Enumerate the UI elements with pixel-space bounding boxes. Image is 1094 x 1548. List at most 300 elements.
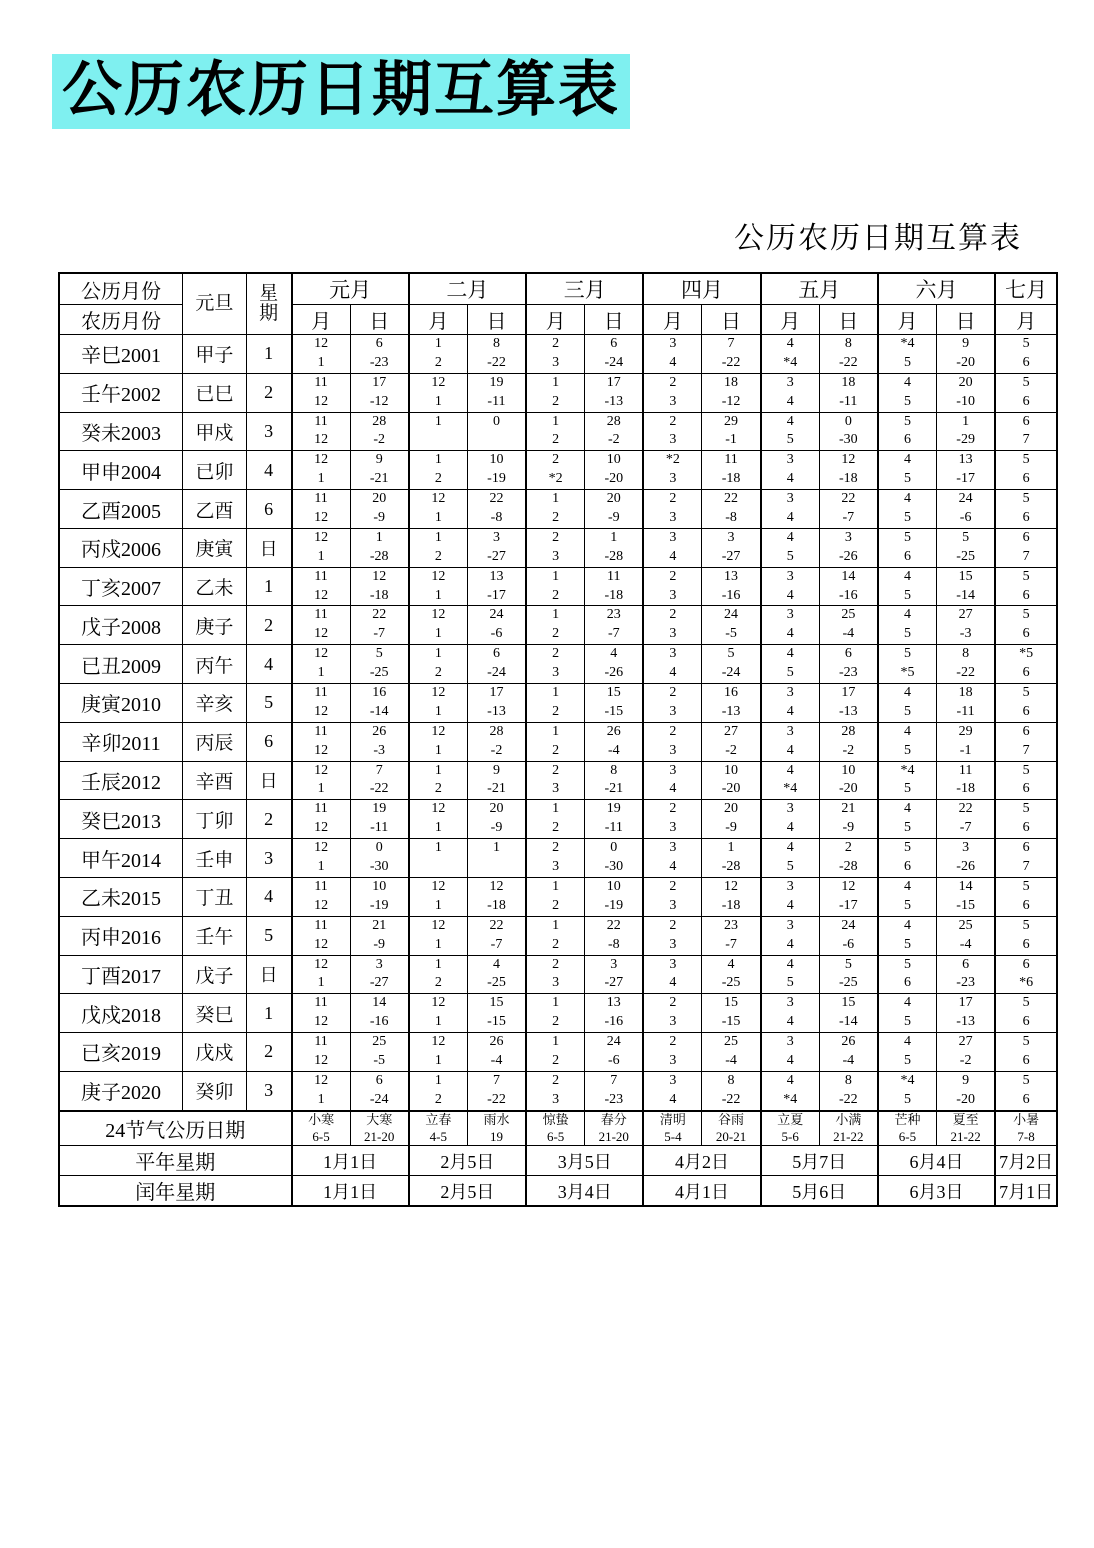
cell-lunar-day: 1 -28 xyxy=(702,839,761,878)
cell-lunar-month: 3 4 xyxy=(761,451,820,490)
cell-lunar-month: 4 5 xyxy=(878,606,937,645)
cell-lunar-day: 10 -19 xyxy=(350,877,409,916)
cell-lunar-day: 22 -8 xyxy=(585,916,644,955)
row-weekday: 3 xyxy=(246,1071,291,1110)
cell-lunar-month: 4 5 xyxy=(878,451,937,490)
cell-lunar-month: 1 xyxy=(409,839,468,878)
cell-lunar-month: 4 5 xyxy=(761,528,820,567)
row-year-label: 癸巳2013 xyxy=(59,800,182,839)
row-ganzhi: 壬申 xyxy=(182,839,246,878)
table-row xyxy=(59,606,1057,645)
cell-lunar-month: 4 *4 xyxy=(761,1071,820,1110)
cell-lunar-month: 12 1 xyxy=(409,877,468,916)
header-sub-month-4: 月 xyxy=(643,305,702,335)
header-month-7: 七月 xyxy=(995,273,1057,305)
cell-lunar-day: 28 -2 xyxy=(467,722,526,761)
cell-lunar-month: 3 4 xyxy=(761,373,820,412)
cell-lunar-month: 2 3 xyxy=(643,567,702,606)
cell-lunar-day: 22 -8 xyxy=(467,490,526,529)
row-ganzhi: 已巳 xyxy=(182,373,246,412)
row-ganzhi: 壬午 xyxy=(182,916,246,955)
cell-lunar-month: 5 6 xyxy=(878,412,937,451)
cell-lunar-month: 4 *4 xyxy=(761,335,820,374)
cell-lunar-month: 12 1 xyxy=(409,606,468,645)
row-year-label: 甲申2004 xyxy=(59,451,182,490)
cell-lunar-month: 1 2 xyxy=(526,916,585,955)
header-sub-month-6: 月 xyxy=(878,305,937,335)
cell-lunar-day: 7 -22 xyxy=(467,1071,526,1110)
row-weekday: 2 xyxy=(246,800,291,839)
cell-lunar-day: 5 -25 xyxy=(819,955,878,994)
cell-lunar-day: 26 -3 xyxy=(350,722,409,761)
cell-lunar-day: 5 -25 xyxy=(350,645,409,684)
cell-lunar-month: 4 5 xyxy=(878,916,937,955)
row-year-label: 丙戍2006 xyxy=(59,528,182,567)
leap-year-row-value: 3月4日 xyxy=(526,1176,643,1207)
cell-lunar-day: 6 -24 xyxy=(350,1071,409,1110)
table-row xyxy=(59,645,1057,684)
cell-lunar-day: 25 -4 xyxy=(702,1033,761,1072)
cell-lunar-month: 11 12 xyxy=(292,373,351,412)
cell-lunar-day: 3 -27 xyxy=(467,528,526,567)
cell-lunar-day: 8 -22 xyxy=(467,335,526,374)
row-ganzhi: 戊戍 xyxy=(182,1033,246,1072)
cell-lunar-month-july: 5 6 xyxy=(995,684,1057,723)
row-year-label: 壬午2002 xyxy=(59,373,182,412)
header-sub-month-7: 月 xyxy=(995,305,1057,335)
cell-lunar-day: 19 -11 xyxy=(350,800,409,839)
cell-lunar-day: 6 -23 xyxy=(937,955,996,994)
cell-lunar-day: 3 -27 xyxy=(350,955,409,994)
cell-lunar-day: 26 -4 xyxy=(819,1033,878,1072)
cell-lunar-month: 1 2 xyxy=(409,645,468,684)
cell-lunar-month-july: 6 *6 xyxy=(995,955,1057,994)
cell-lunar-day: 14 -15 xyxy=(937,877,996,916)
cell-lunar-month: 2 3 xyxy=(526,645,585,684)
header-lunar-month-label: 农历月份 xyxy=(59,305,182,335)
cell-lunar-month: 4 5 xyxy=(761,412,820,451)
cell-lunar-month: 12 1 xyxy=(292,761,351,800)
cell-lunar-month: 1 2 xyxy=(526,800,585,839)
leap-year-row-value: 6月3日 xyxy=(878,1176,995,1207)
cell-lunar-month: 2 3 xyxy=(526,528,585,567)
cell-lunar-month: *4 5 xyxy=(878,1071,937,1110)
header-sub-month-2: 月 xyxy=(409,305,468,335)
jieqi-cell: 春分 21-20 xyxy=(585,1111,644,1146)
cell-lunar-month: 1 2 xyxy=(526,412,585,451)
row-year-label: 辛巳2001 xyxy=(59,335,182,374)
row-ganzhi: 戊子 xyxy=(182,955,246,994)
cell-lunar-month: 12 1 xyxy=(292,839,351,878)
cell-lunar-month-july: 5 6 xyxy=(995,567,1057,606)
calendar-conversion-table-wrapper xyxy=(58,272,1058,1207)
cell-lunar-day: 11 -18 xyxy=(937,761,996,800)
cell-lunar-month: 2 3 xyxy=(643,994,702,1033)
cell-lunar-month-july: 6 7 xyxy=(995,839,1057,878)
cell-lunar-day: 22 -7 xyxy=(350,606,409,645)
jieqi-cell: 惊蛰 6-5 xyxy=(526,1111,585,1146)
cell-lunar-month: 4 5 xyxy=(761,839,820,878)
row-weekday: 6 xyxy=(246,490,291,529)
leap-year-row-value: 1月1日 xyxy=(292,1176,409,1207)
cell-lunar-day: 18 -11 xyxy=(937,684,996,723)
row-ganzhi: 辛亥 xyxy=(182,684,246,723)
table-row xyxy=(59,877,1057,916)
cell-lunar-month: 12 1 xyxy=(409,373,468,412)
cell-lunar-day: 9 -20 xyxy=(937,335,996,374)
cell-lunar-month: 11 12 xyxy=(292,490,351,529)
cell-lunar-day: 24 -5 xyxy=(702,606,761,645)
cell-lunar-day: 27 -2 xyxy=(937,1033,996,1072)
cell-lunar-month: 11 12 xyxy=(292,1033,351,1072)
row-year-label: 壬辰2012 xyxy=(59,761,182,800)
cell-lunar-month-july: 6 7 xyxy=(995,412,1057,451)
cell-lunar-month: 4 5 xyxy=(878,1033,937,1072)
cell-lunar-day: 25 -5 xyxy=(350,1033,409,1072)
cell-lunar-day: 25 -4 xyxy=(819,606,878,645)
cell-lunar-day: 17 -12 xyxy=(350,373,409,412)
row-ganzhi: 已卯 xyxy=(182,451,246,490)
row-ganzhi: 甲戍 xyxy=(182,412,246,451)
jieqi-cell: 雨水 19 xyxy=(467,1111,526,1146)
cell-lunar-month: 3 4 xyxy=(761,1033,820,1072)
cell-lunar-month: 12 1 xyxy=(409,1033,468,1072)
header-sub-month-3: 月 xyxy=(526,305,585,335)
row-weekday: 3 xyxy=(246,839,291,878)
common-year-row-value: 4月2日 xyxy=(643,1146,760,1176)
table-row xyxy=(59,1033,1057,1072)
row-year-label: 辛卯2011 xyxy=(59,722,182,761)
cell-lunar-month: 4 *4 xyxy=(761,761,820,800)
row-weekday: 5 xyxy=(246,684,291,723)
row-weekday: 4 xyxy=(246,645,291,684)
cell-lunar-month: 3 4 xyxy=(761,994,820,1033)
cell-lunar-day: 8 -22 xyxy=(702,1071,761,1110)
cell-lunar-day: 1 -28 xyxy=(350,528,409,567)
row-year-label: 甲午2014 xyxy=(59,839,182,878)
table-row xyxy=(59,800,1057,839)
header-yuandan: 元旦 xyxy=(182,273,246,335)
row-year-label: 庚子2020 xyxy=(59,1071,182,1110)
cell-lunar-month: 4 5 xyxy=(878,722,937,761)
cell-lunar-month: 5 6 xyxy=(878,955,937,994)
row-ganzhi: 乙酉 xyxy=(182,490,246,529)
cell-lunar-day: 5 -25 xyxy=(937,528,996,567)
jieqi-cell: 小寒 6-5 xyxy=(292,1111,351,1146)
cell-lunar-month: 5 6 xyxy=(878,528,937,567)
cell-lunar-day: 19 -11 xyxy=(585,800,644,839)
row-weekday: 2 xyxy=(246,606,291,645)
row-ganzhi: 丙午 xyxy=(182,645,246,684)
common-year-row-value: 5月7日 xyxy=(761,1146,878,1176)
cell-lunar-month: 3 4 xyxy=(643,839,702,878)
cell-lunar-day: 29 -1 xyxy=(702,412,761,451)
row-weekday: 1 xyxy=(246,994,291,1033)
cell-lunar-month: 12 1 xyxy=(409,916,468,955)
cell-lunar-month-july: 5 6 xyxy=(995,335,1057,374)
row-ganzhi: 癸卯 xyxy=(182,1071,246,1110)
row-ganzhi: 丁丑 xyxy=(182,877,246,916)
cell-lunar-day: 11 -18 xyxy=(702,451,761,490)
header-month-4: 四月 xyxy=(643,273,760,305)
row-year-label: 戊戍2018 xyxy=(59,994,182,1033)
cell-lunar-day: 22 -7 xyxy=(937,800,996,839)
table-row xyxy=(59,994,1057,1033)
cell-lunar-day: 21 -9 xyxy=(819,800,878,839)
cell-lunar-day: 8 -22 xyxy=(819,1071,878,1110)
cell-lunar-month: 11 12 xyxy=(292,567,351,606)
cell-lunar-day: 6 -24 xyxy=(467,645,526,684)
table-row xyxy=(59,528,1057,567)
cell-lunar-month: 2 3 xyxy=(643,877,702,916)
cell-lunar-month: 1 2 xyxy=(526,373,585,412)
cell-lunar-month: 11 12 xyxy=(292,800,351,839)
cell-lunar-day: 15 -14 xyxy=(937,567,996,606)
cell-lunar-day: 28 -2 xyxy=(819,722,878,761)
cell-lunar-day: 24 -6 xyxy=(937,490,996,529)
header-month-3: 三月 xyxy=(526,273,643,305)
cell-lunar-day: 0 -30 xyxy=(350,839,409,878)
cell-lunar-month: 12 1 xyxy=(409,567,468,606)
cell-lunar-month: 3 4 xyxy=(643,761,702,800)
cell-lunar-month: 3 4 xyxy=(643,528,702,567)
cell-lunar-month: 12 1 xyxy=(292,335,351,374)
cell-lunar-month: 1 2 xyxy=(409,451,468,490)
cell-lunar-month: 1 2 xyxy=(409,528,468,567)
cell-lunar-month: 11 12 xyxy=(292,684,351,723)
cell-lunar-day: 5 -24 xyxy=(702,645,761,684)
row-weekday: 2 xyxy=(246,1033,291,1072)
cell-lunar-month: 11 12 xyxy=(292,722,351,761)
cell-lunar-month: 12 1 xyxy=(409,994,468,1033)
header-month-5: 五月 xyxy=(761,273,878,305)
cell-lunar-day: 13 -16 xyxy=(585,994,644,1033)
cell-lunar-month: 11 12 xyxy=(292,994,351,1033)
cell-lunar-day: 24 -6 xyxy=(467,606,526,645)
cell-lunar-month: 2 3 xyxy=(526,1071,585,1110)
row-year-label: 丁亥2007 xyxy=(59,567,182,606)
cell-lunar-month: 2 3 xyxy=(643,1033,702,1072)
row-weekday: 3 xyxy=(246,412,291,451)
common-year-row-value: 6月4日 xyxy=(878,1146,995,1176)
cell-lunar-day: 3 -26 xyxy=(937,839,996,878)
jieqi-cell: 谷雨 20-21 xyxy=(702,1111,761,1146)
cell-lunar-day: 24 -6 xyxy=(585,1033,644,1072)
row-year-label: 丙申2016 xyxy=(59,916,182,955)
row-weekday: 日 xyxy=(246,955,291,994)
row-year-label: 癸未2003 xyxy=(59,412,182,451)
cell-lunar-month: 2 3 xyxy=(643,490,702,529)
cell-lunar-month: 1 2 xyxy=(409,1071,468,1110)
cell-lunar-month-july: 5 6 xyxy=(995,916,1057,955)
cell-lunar-month: 1 2 xyxy=(526,877,585,916)
cell-lunar-month: 4 5 xyxy=(761,955,820,994)
cell-lunar-month-july: *5 6 xyxy=(995,645,1057,684)
header-sub-day-1: 日 xyxy=(350,305,409,335)
cell-lunar-day: 9 -21 xyxy=(467,761,526,800)
cell-lunar-month: 4 5 xyxy=(878,800,937,839)
cell-lunar-day: 13 -16 xyxy=(702,567,761,606)
cell-lunar-month: 1 2 xyxy=(526,1033,585,1072)
cell-lunar-month: 3 4 xyxy=(761,606,820,645)
jieqi-cell: 夏至 21-22 xyxy=(937,1111,996,1146)
cell-lunar-day: 17 -13 xyxy=(467,684,526,723)
cell-lunar-day: 23 -7 xyxy=(702,916,761,955)
cell-lunar-day: 7 -22 xyxy=(350,761,409,800)
jieqi-cell: 立春 4-5 xyxy=(409,1111,468,1146)
row-weekday: 5 xyxy=(246,916,291,955)
row-weekday: 日 xyxy=(246,761,291,800)
cell-lunar-month: 12 1 xyxy=(292,451,351,490)
table-row xyxy=(59,1071,1057,1110)
cell-lunar-day: 3 -26 xyxy=(819,528,878,567)
jieqi-label: 24节气公历日期 xyxy=(59,1111,292,1146)
cell-lunar-day: 22 -7 xyxy=(467,916,526,955)
cell-lunar-day: 26 -4 xyxy=(467,1033,526,1072)
table-row xyxy=(59,373,1057,412)
cell-lunar-day: 10 -20 xyxy=(702,761,761,800)
cell-lunar-month: 2 3 xyxy=(643,606,702,645)
row-weekday: 1 xyxy=(246,335,291,374)
cell-lunar-month: 4 5 xyxy=(878,994,937,1033)
cell-lunar-month-july: 5 6 xyxy=(995,451,1057,490)
cell-lunar-month: 12 1 xyxy=(292,1071,351,1110)
table-row xyxy=(59,490,1057,529)
cell-lunar-month: 11 12 xyxy=(292,412,351,451)
header-month-2: 二月 xyxy=(409,273,526,305)
cell-lunar-month: 4 5 xyxy=(878,877,937,916)
cell-lunar-day: 24 -6 xyxy=(819,916,878,955)
cell-lunar-day: 13 -17 xyxy=(937,451,996,490)
header-sub-day-2: 日 xyxy=(467,305,526,335)
cell-lunar-day: 4 -25 xyxy=(702,955,761,994)
cell-lunar-month: 2 3 xyxy=(526,761,585,800)
jieqi-cell: 立夏 5-6 xyxy=(761,1111,820,1146)
leap-year-row-value: 4月1日 xyxy=(643,1176,760,1207)
cell-lunar-day: 18 -12 xyxy=(702,373,761,412)
cell-lunar-month-july: 5 6 xyxy=(995,761,1057,800)
cell-lunar-month: 12 1 xyxy=(409,722,468,761)
cell-lunar-day: 12 -17 xyxy=(819,877,878,916)
cell-lunar-day: 20 -9 xyxy=(350,490,409,529)
cell-lunar-month: 1 2 xyxy=(526,490,585,529)
table-row xyxy=(59,916,1057,955)
row-year-label: 已丑2009 xyxy=(59,645,182,684)
cell-lunar-day: 27 -2 xyxy=(702,722,761,761)
jieqi-cell: 大寒 21-20 xyxy=(350,1111,409,1146)
cell-lunar-day: 12 -18 xyxy=(702,877,761,916)
cell-lunar-day: 1 -28 xyxy=(585,528,644,567)
header-sub-month-5: 月 xyxy=(761,305,820,335)
common-year-row-value: 7月2日 xyxy=(995,1146,1057,1176)
cell-lunar-day: 6 -23 xyxy=(350,335,409,374)
cell-lunar-month: 12 1 xyxy=(292,528,351,567)
cell-lunar-day: 16 -14 xyxy=(350,684,409,723)
cell-lunar-day: 0 xyxy=(467,412,526,451)
cell-lunar-month: 3 4 xyxy=(643,645,702,684)
cell-lunar-month: *4 5 xyxy=(878,761,937,800)
row-weekday: 6 xyxy=(246,722,291,761)
cell-lunar-month: 12 1 xyxy=(292,645,351,684)
row-year-label: 戊子2008 xyxy=(59,606,182,645)
row-weekday: 4 xyxy=(246,451,291,490)
cell-lunar-month: 3 4 xyxy=(761,877,820,916)
cell-lunar-month: 1 xyxy=(409,412,468,451)
leap-year-row-value: 2月5日 xyxy=(409,1176,526,1207)
cell-lunar-month: 11 12 xyxy=(292,916,351,955)
cell-lunar-day: 9 -21 xyxy=(350,451,409,490)
cell-lunar-month-july: 5 6 xyxy=(995,1071,1057,1110)
cell-lunar-month: 12 1 xyxy=(409,800,468,839)
cell-lunar-month: 4 5 xyxy=(878,490,937,529)
header-solar-month-label: 公历月份 xyxy=(59,273,182,305)
cell-lunar-day: 22 -8 xyxy=(702,490,761,529)
cell-lunar-day: 20 -9 xyxy=(585,490,644,529)
cell-lunar-day: 25 -4 xyxy=(937,916,996,955)
cell-lunar-month: 12 1 xyxy=(409,490,468,529)
table-row xyxy=(59,839,1057,878)
cell-lunar-day: 18 -11 xyxy=(819,373,878,412)
cell-lunar-day: 14 -16 xyxy=(350,994,409,1033)
cell-lunar-day: 10 -19 xyxy=(585,877,644,916)
jieqi-cell: 小暑 7-8 xyxy=(995,1111,1057,1146)
cell-lunar-month: 2 3 xyxy=(526,839,585,878)
cell-lunar-month: 3 4 xyxy=(761,800,820,839)
cell-lunar-day: 0 -30 xyxy=(585,839,644,878)
jieqi-row xyxy=(59,1111,1057,1146)
cell-lunar-month: 1 2 xyxy=(409,955,468,994)
leap-year-row-label: 闰年星期 xyxy=(59,1176,292,1207)
cell-lunar-day: 28 -2 xyxy=(585,412,644,451)
cell-lunar-day: 8 -22 xyxy=(819,335,878,374)
cell-lunar-day: 3 -27 xyxy=(702,528,761,567)
table-row xyxy=(59,412,1057,451)
header-month-1: 元月 xyxy=(292,273,409,305)
common-year-row-value: 2月5日 xyxy=(409,1146,526,1176)
cell-lunar-day: 12 -18 xyxy=(819,451,878,490)
cell-lunar-day: 22 -7 xyxy=(819,490,878,529)
row-year-label: 已亥2019 xyxy=(59,1033,182,1072)
cell-lunar-month-july: 5 6 xyxy=(995,877,1057,916)
jieqi-cell: 小满 21-22 xyxy=(819,1111,878,1146)
table-header-row-1 xyxy=(59,273,1057,305)
leap-year-row-value: 5月6日 xyxy=(761,1176,878,1207)
table-row xyxy=(59,335,1057,374)
cell-lunar-month-july: 5 6 xyxy=(995,606,1057,645)
header-sub-day-4: 日 xyxy=(702,305,761,335)
header-weekday: 星 期 xyxy=(246,273,291,335)
cell-lunar-month: 4 5 xyxy=(878,373,937,412)
cell-lunar-day: 16 -13 xyxy=(702,684,761,723)
cell-lunar-day: 17 -13 xyxy=(819,684,878,723)
cell-lunar-month: 3 4 xyxy=(643,955,702,994)
table-subtitle: 公历农历日期互算表 xyxy=(734,222,1022,255)
header-sub-day-5: 日 xyxy=(819,305,878,335)
cell-lunar-day: 2 -28 xyxy=(819,839,878,878)
cell-lunar-day: 12 -18 xyxy=(350,567,409,606)
cell-lunar-month-july: 5 6 xyxy=(995,800,1057,839)
cell-lunar-day: 27 -3 xyxy=(937,606,996,645)
cell-lunar-day: 8 -22 xyxy=(937,645,996,684)
cell-lunar-month: 4 5 xyxy=(761,645,820,684)
cell-lunar-day: 20 -10 xyxy=(937,373,996,412)
cell-lunar-day: 4 -25 xyxy=(467,955,526,994)
cell-lunar-day: 13 -17 xyxy=(467,567,526,606)
cell-lunar-day: 12 -18 xyxy=(467,877,526,916)
cell-lunar-day: 23 -7 xyxy=(585,606,644,645)
cell-lunar-day: 1 -29 xyxy=(937,412,996,451)
cell-lunar-day: 10 -20 xyxy=(585,451,644,490)
